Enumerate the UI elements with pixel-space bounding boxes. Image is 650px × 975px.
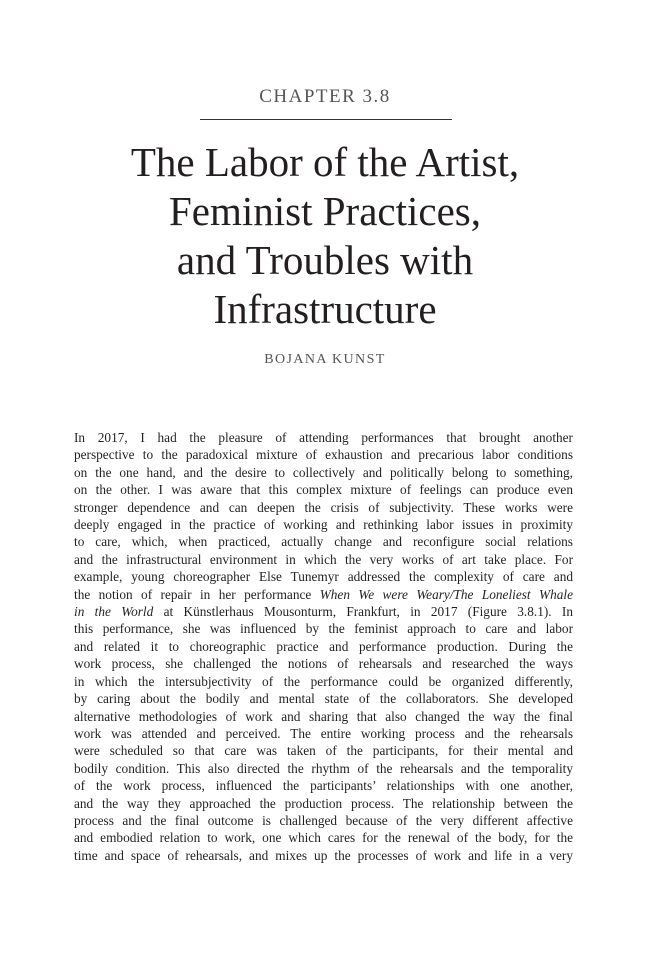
chapter-number: CHAPTER 3.8 (259, 86, 391, 107)
text-line: and the infrastructural environment in which the very works of art take place. For (74, 551, 573, 567)
text-line: and embodied relation to work, one which cares for the renewal of the body, for the (74, 830, 573, 846)
text-line: bodily condition. This also directed the rhythm of the rehearsals and the temporality (74, 760, 573, 776)
text-line: in which the intersubjectivity of the performance could be organized differently, (74, 673, 573, 689)
text-line: In 2017, I had the pleasure of attending performances that brought another (74, 430, 573, 445)
body-paragraph (74, 429, 573, 864)
text-segment: the notion of repair in her performance (74, 586, 320, 602)
text-line: and related it to choreographic practice and performance production. During the (74, 638, 573, 654)
performance-title-italic: in the World (74, 604, 154, 620)
text-line: and the way they approached the production process. The relationship between the (74, 795, 573, 811)
text-line: deeply engaged in the practice of working and rethinking labor issues in proximity (74, 517, 573, 533)
text-line: to care, which, when practiced, actually change and reconfigure social relations (74, 534, 573, 550)
text-line: process and the final outcome is challenged because of the very different affective (74, 812, 573, 828)
author-name: BOJANA KUNST (264, 352, 386, 367)
text-line: on the one hand, and the desire to collectively and politically belong to something, (74, 464, 573, 480)
text-line: work process, she challenged the notions of rehearsals and researched the ways (74, 656, 573, 672)
text-line: time and space of rehearsals, and mixes up the processes of work and life in a very (74, 847, 573, 863)
text-line: of the work process, influenced the participants’ relationships with one another, (74, 778, 573, 794)
performance-title-italic: When We were Weary/The Loneliest Whale (319, 586, 573, 602)
text-line: alternative methodologies of work and sharing that also changed the way the final (74, 708, 573, 724)
text-line: by caring about the bodily and mental state of the collaborators. She developed (74, 691, 573, 707)
text-line: work was attended and perceived. The entire working process and the rehearsals (74, 725, 573, 741)
chapter-title-line: The Labor of the Artist, (130, 139, 520, 185)
text-line: stronger dependence and can deepen the crisis of subjectivity. These works were (74, 499, 573, 515)
chapter-title-line: and Troubles with (176, 237, 474, 283)
text-line: example, young choreographer Else Tunemyr addressed the complexity of care and (74, 569, 573, 585)
text-line (74, 586, 573, 603)
text-line: this performance, she was influenced by the feminist approach to care and labor (74, 621, 573, 637)
chapter-title-line: Infrastructure (213, 286, 437, 332)
text-line: on the other. I was aware that this complex mixture of feelings can produce even (74, 482, 573, 498)
chapter-title-line: Feminist Practices, (168, 188, 481, 234)
chapter-rule-divider (200, 119, 452, 120)
text-segment: at Künstlerhaus Mousonturm, Frankfurt, in 2017 (Figure 3.8.1). In (153, 604, 573, 620)
text-line (74, 603, 573, 620)
text-line: were scheduled so that care was taken of the participants, for their mental and (74, 743, 573, 759)
chapter-title (60, 138, 590, 334)
text-line: perspective to the paradoxical mixture of exhaustion and precarious labor conditions (74, 447, 573, 463)
